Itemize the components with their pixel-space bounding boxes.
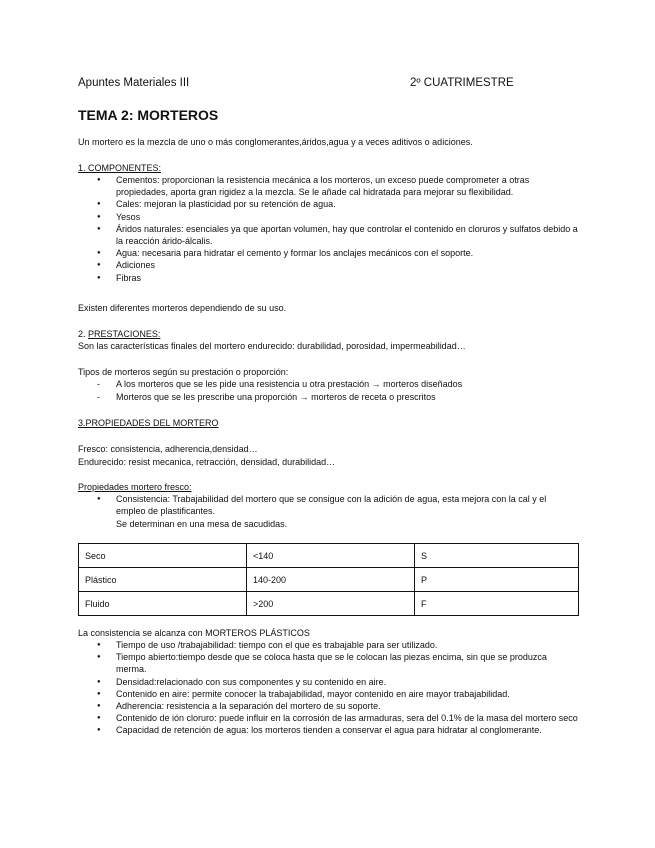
fresh-summary: Fresco: consistencia, adherencia,densidad…	[78, 444, 258, 454]
list-item: ● Fibras	[78, 272, 578, 284]
table-row	[79, 544, 579, 568]
fresh-properties-heading: Propiedades mortero fresco:	[78, 482, 192, 492]
consistency-list	[78, 493, 578, 517]
list-item: ● Agua: necesaria para hidratar el cemento y formar los anclajes mecánicos con el soporte.	[78, 247, 578, 259]
list-item: - A los morteros que se les pide una resistencia u otra prestación → morteros diseñados	[78, 378, 462, 391]
types-list	[78, 378, 462, 403]
section1-heading: 1. COMPONENTES:	[78, 163, 162, 173]
list-item: ● Adherencia: resistencia a la separación del mortero de su soporte.	[78, 700, 578, 712]
table-cell: Seco	[79, 544, 247, 568]
table-cell: P	[415, 568, 579, 592]
list-item: ● Cales: mejoran la plasticidad por su retención de agua.	[78, 198, 578, 210]
list-item: ● Consistencia: Trabajabilidad del mortero que se consigue con la adición de agua, esta mejora con la cal y el empleo de plastificantes.	[78, 493, 578, 517]
list-item: ● Contenido en aire: permite conocer la trabajabilidad, mayor contenido en aire mayor trabajabilidad.	[78, 688, 578, 700]
page-header	[78, 77, 583, 89]
list-item: ● Adiciones	[78, 259, 578, 271]
list-item: ● Densidad:relacionado con sus componentes y su contenido en aire.	[78, 676, 578, 688]
table-cell: Plástico	[79, 568, 247, 592]
consistency-table	[78, 543, 579, 616]
list-item: ● Contenido de ión cloruro: puede influir en la corrosión de las armaduras, sera del 0.1% de la masa del mortero seco	[78, 712, 578, 724]
document-title: TEMA 2: MORTEROS	[78, 107, 219, 123]
intro-paragraph: Un mortero es la mezcla de uno o más conglomerantes,áridos,agua y a veces aditivos o adiciones.	[78, 137, 473, 147]
table-cell: S	[415, 544, 579, 568]
consistency-note: Se determinan en una mesa de sacudidas.	[116, 519, 288, 529]
section3-heading: 3.PROPIEDADES DEL MORTERO	[78, 418, 219, 428]
table-row	[79, 592, 579, 616]
section2-heading-text: PRESTACIONES:	[88, 329, 161, 339]
table-cell: >200	[247, 592, 415, 616]
list-item: ● Yesos	[78, 211, 578, 223]
table-cell: F	[415, 592, 579, 616]
fresh-properties-list	[78, 639, 578, 737]
components-list	[78, 174, 578, 284]
list-item: ● Áridos naturales: esenciales ya que aportan volumen, hay que controlar el contenido en cloruros y sulfatos debido a la reacción árido-álcalis.	[78, 223, 578, 247]
header-semester: 2º CUATRIMESTRE	[410, 77, 514, 89]
table-cell: 140-200	[247, 568, 415, 592]
table-row	[79, 568, 579, 592]
section1-outro: Existen diferentes morteros dependiendo de su uso.	[78, 303, 287, 313]
section2-heading-number: 2.	[78, 329, 86, 339]
list-item: - Morteros que se les prescribe una proporción → morteros de receta o prescritos	[78, 391, 462, 404]
list-item: ● Cementos: proporcionan la resistencia mecánica a los morteros, un exceso puede comprometer a otras propiedades, aporta gran rigidez a la mezcla. Se le añade cal hidratada para mejorar su flexibilidad.	[78, 174, 578, 198]
after-table-text: La consistencia se alcanza con MORTEROS PLÁSTICOS	[78, 628, 310, 638]
list-item: ● Tiempo abierto:tiempo desde que se coloca hasta que se le colocan las piezas encima, sin que se produzca merma.	[78, 651, 578, 675]
header-course: Apuntes Materiales III	[78, 77, 190, 89]
list-item: ● Tiempo de uso /trabajabilidad: tiempo con el que es trabajable para ser utilizado.	[78, 639, 578, 651]
section2-heading	[78, 328, 160, 341]
list-item: ● Capacidad de retención de agua: los morteros tienden a conservar el agua para hidratar al conglomerante.	[78, 724, 578, 736]
table-cell: Fluido	[79, 592, 247, 616]
section2-text: Son las características finales del mortero endurecido: durabilidad, porosidad, impermeabilidad…	[78, 341, 466, 351]
hardened-summary: Endurecido: resist mecanica, retracción, densidad, durabilidad…	[78, 457, 336, 467]
types-intro: Tipos de morteros según su prestación o proporción:	[78, 367, 289, 377]
table-cell: <140	[247, 544, 415, 568]
